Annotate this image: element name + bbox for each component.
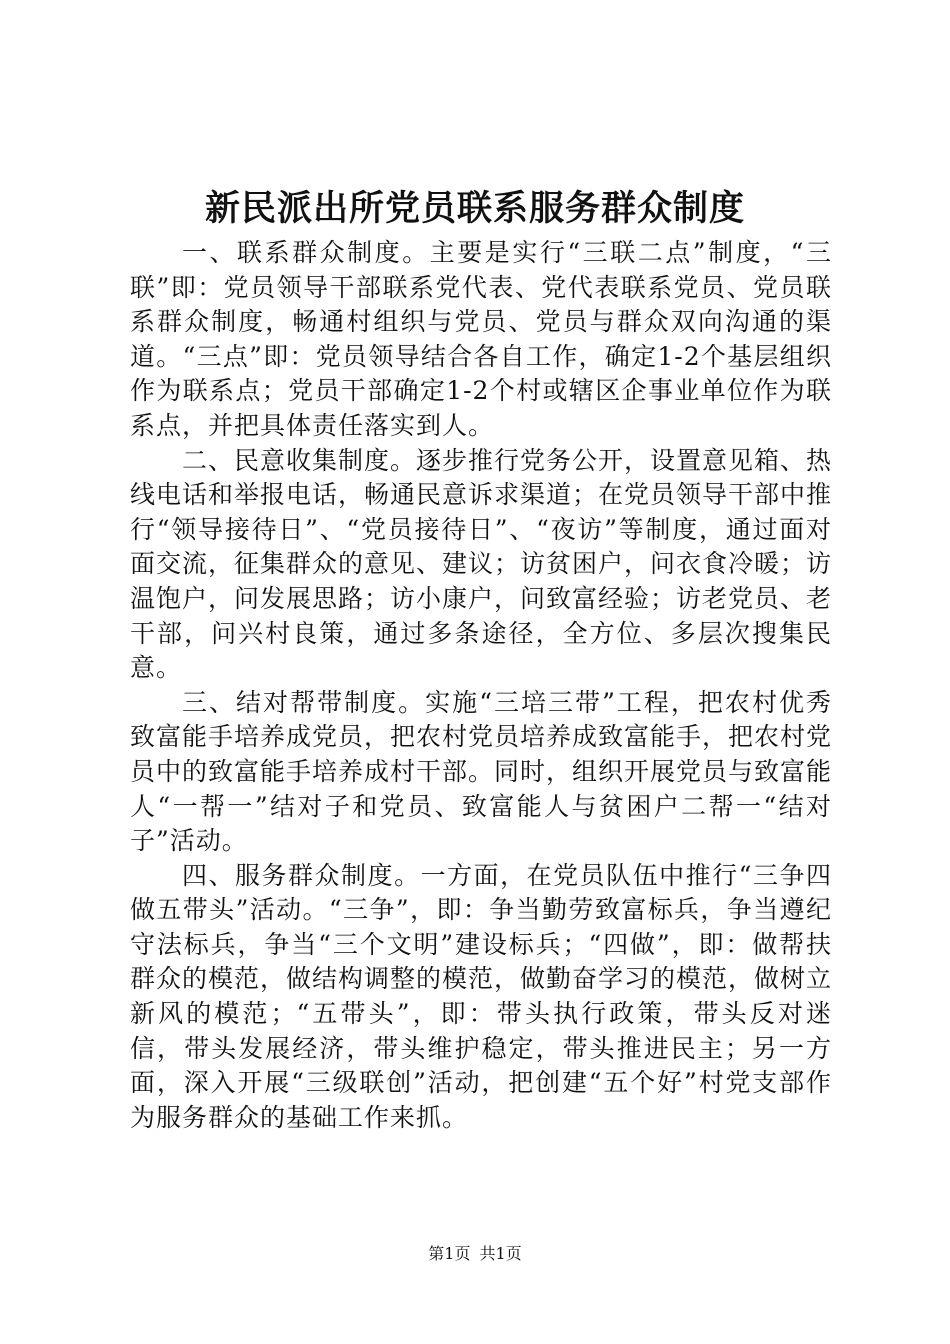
paragraph-pairing-assistance: 三、结对帮带制度。实施“三培三带”工程，把农村优秀致富能手培养成党员，把农村党员培养成致富能手，把农村党员中的致富能手培养成村干部。同时，组织开展党员与致富能人“一帮一”结对子和党员、致富能人与贫困户二帮一“结对子”活动。 bbox=[130, 687, 833, 856]
paragraph-opinion-collection: 二、民意收集制度。逐步推行党务公开，设置意见箱、热线电话和举报电话，畅通民意诉求渠道；在党员领导干部中推行“领导接待日”、“党员接待日”、“夜访”等制度，通过面对面交流，征集群众的意见、建议；访贫困户，问衣食冷暖；访温饱户，问发展思路；访小康户，问致富经验；访老党员、老干部，问兴村良策，通过多条途径，全方位、多层次搜集民意。 bbox=[130, 445, 833, 683]
paragraph-contact-system: 一、联系群众制度。主要是实行“三联二点”制度，“三联”即：党员领导干部联系党代表、党代表联系党员、党员联系群众制度，畅通村组织与党员、党员与群众双向沟通的渠道。“三点”即：党员领导结合各自工作，确定1-2个基层组织作为联系点；党员干部确定1-2个村或辖区企事业单位作为联系点，并把具体责任落实到人。 bbox=[130, 238, 832, 440]
page-number: 第1页 bbox=[428, 1244, 471, 1263]
document-body bbox=[130, 236, 832, 1135]
page-total: 共1页 bbox=[479, 1244, 522, 1263]
document-title: 新民派出所党员联系服务群众制度 bbox=[204, 188, 745, 229]
paragraph-service-system: 四、服务群众制度。一方面，在党员队伍中推行“三争四做五带头”活动。“三争”，即：争当勤劳致富标兵，争当遵纪守法标兵，争当“三个文明”建设标兵；“四做”，即：做帮扶群众的模范，做结构调整的模范，做勤奋学习的模范，做树立新风的模范；“五带头”，即：带头执行政策，带头反对迷信，带头发展经济，带头维护稳定，带头推进民主；另一方面，深入开展“三级联创”活动，把创建“五个好”村党支部作为服务群众的基础工作来抓。 bbox=[130, 860, 833, 1132]
page-footer bbox=[0, 1243, 950, 1265]
